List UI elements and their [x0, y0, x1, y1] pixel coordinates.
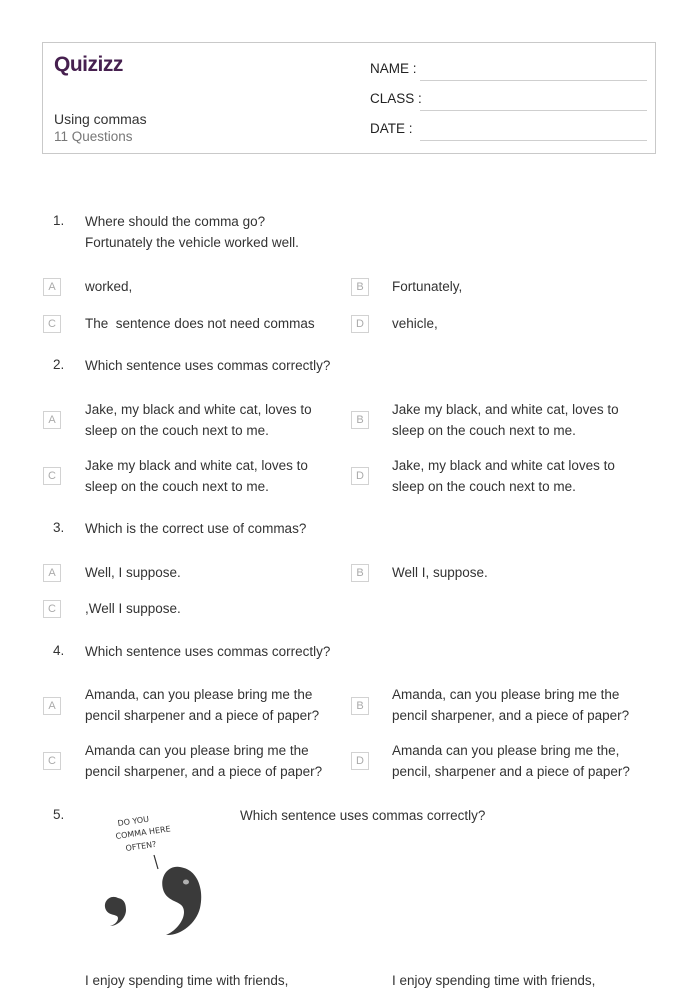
option-letter-c[interactable]: C	[43, 467, 61, 485]
question-text: Which sentence uses commas correctly?	[85, 358, 331, 373]
option-text[interactable]	[85, 684, 319, 726]
option-line: pencil sharpener, and a piece of paper?	[392, 708, 630, 723]
quizizz-logo: Quizizz	[54, 53, 123, 76]
question-number: 3.	[53, 520, 65, 535]
option-text[interactable]	[85, 740, 322, 782]
option-line: Jake, my black and white cat loves to	[392, 458, 615, 473]
cartoon-caption-line: DO YOU	[117, 814, 150, 828]
option-line: Amanda can you please bring me the	[85, 743, 309, 758]
name-line	[420, 80, 647, 81]
option-letter-c[interactable]: C	[43, 600, 61, 618]
option-line: Jake, my black and white cat, loves to	[85, 402, 312, 417]
option-line: pencil sharpener, and a piece of paper?	[85, 764, 323, 779]
option-text[interactable]: vehicle,	[392, 316, 438, 331]
option-text[interactable]	[392, 740, 630, 782]
question-text: Which sentence uses commas correctly?	[240, 808, 486, 823]
option-letter-d[interactable]: D	[351, 752, 369, 770]
class-label: CLASS :	[370, 91, 422, 106]
cartoon-caption-line: OFTEN?	[125, 839, 157, 853]
question-number: 5.	[53, 807, 65, 822]
option-letter-a[interactable]: A	[43, 411, 61, 429]
option-text[interactable]: I enjoy spending time with friends,	[85, 973, 289, 988]
option-text[interactable]: The sentence does not need commas	[85, 316, 315, 331]
option-line: Amanda, can you please bring me the	[392, 687, 620, 702]
option-line: Jake my black, and white cat, loves to	[392, 402, 619, 417]
option-letter-d[interactable]: D	[351, 467, 369, 485]
option-letter-d[interactable]: D	[351, 315, 369, 333]
option-letter-b[interactable]: B	[351, 697, 369, 715]
option-text[interactable]: Fortunately,	[392, 279, 463, 294]
big-comma-icon	[162, 867, 201, 935]
worksheet-title: Using commas	[54, 111, 147, 127]
name-field[interactable]	[370, 61, 647, 81]
option-line: Jake my black and white cat, loves to	[85, 458, 308, 473]
cartoon-caption-line: COMMA HERE	[115, 824, 172, 841]
option-text[interactable]: I enjoy spending time with friends,	[392, 973, 596, 988]
option-text[interactable]	[392, 399, 619, 441]
option-text[interactable]	[392, 455, 615, 497]
option-text[interactable]: worked,	[85, 279, 133, 294]
option-line: Amanda can you please bring me the,	[392, 743, 620, 758]
speech-line-icon	[154, 855, 158, 869]
option-text[interactable]	[85, 455, 308, 497]
class-line	[420, 110, 647, 111]
date-field[interactable]	[370, 121, 647, 141]
question-number: 2.	[53, 357, 65, 372]
option-line: sleep on the couch next to me.	[85, 423, 269, 438]
option-line: pencil, sharpener and a piece of paper?	[392, 764, 630, 779]
question-number: 4.	[53, 643, 65, 658]
option-letter-b[interactable]: B	[351, 278, 369, 296]
question-subtext: Fortunately the vehicle worked well.	[85, 235, 299, 250]
date-line	[420, 140, 647, 141]
option-letter-c[interactable]: C	[43, 752, 61, 770]
question-text: Which is the correct use of commas?	[85, 521, 307, 536]
option-text[interactable]: Well, I suppose.	[85, 565, 181, 580]
option-line: Amanda, can you please bring me the	[85, 687, 313, 702]
class-field[interactable]	[370, 91, 647, 111]
option-letter-a[interactable]: A	[43, 564, 61, 582]
option-text[interactable]	[85, 399, 312, 441]
question-number: 1.	[53, 213, 65, 228]
worksheet-header	[42, 42, 656, 154]
option-line: sleep on the couch next to me.	[85, 479, 269, 494]
comma-eye-icon	[183, 880, 189, 885]
option-letter-b[interactable]: B	[351, 411, 369, 429]
comma-cartoon-image	[96, 812, 216, 942]
option-text[interactable]: ,Well I suppose.	[85, 601, 181, 616]
option-line: pencil sharpener and a piece of paper?	[85, 708, 320, 723]
option-line: sleep on the couch next to me.	[392, 423, 576, 438]
option-text[interactable]	[392, 684, 629, 726]
date-label: DATE :	[370, 121, 413, 136]
option-text[interactable]: Well I, suppose.	[392, 565, 488, 580]
option-letter-b[interactable]: B	[351, 564, 369, 582]
question-count: 11 Questions	[54, 129, 133, 144]
question-text: Where should the comma go?	[85, 214, 266, 229]
name-label: NAME :	[370, 61, 417, 76]
question-text: Which sentence uses commas correctly?	[85, 644, 331, 659]
option-letter-a[interactable]: A	[43, 697, 61, 715]
option-letter-a[interactable]: A	[43, 278, 61, 296]
option-letter-c[interactable]: C	[43, 315, 61, 333]
small-comma-icon	[105, 897, 126, 926]
option-line: sleep on the couch next to me.	[392, 479, 576, 494]
